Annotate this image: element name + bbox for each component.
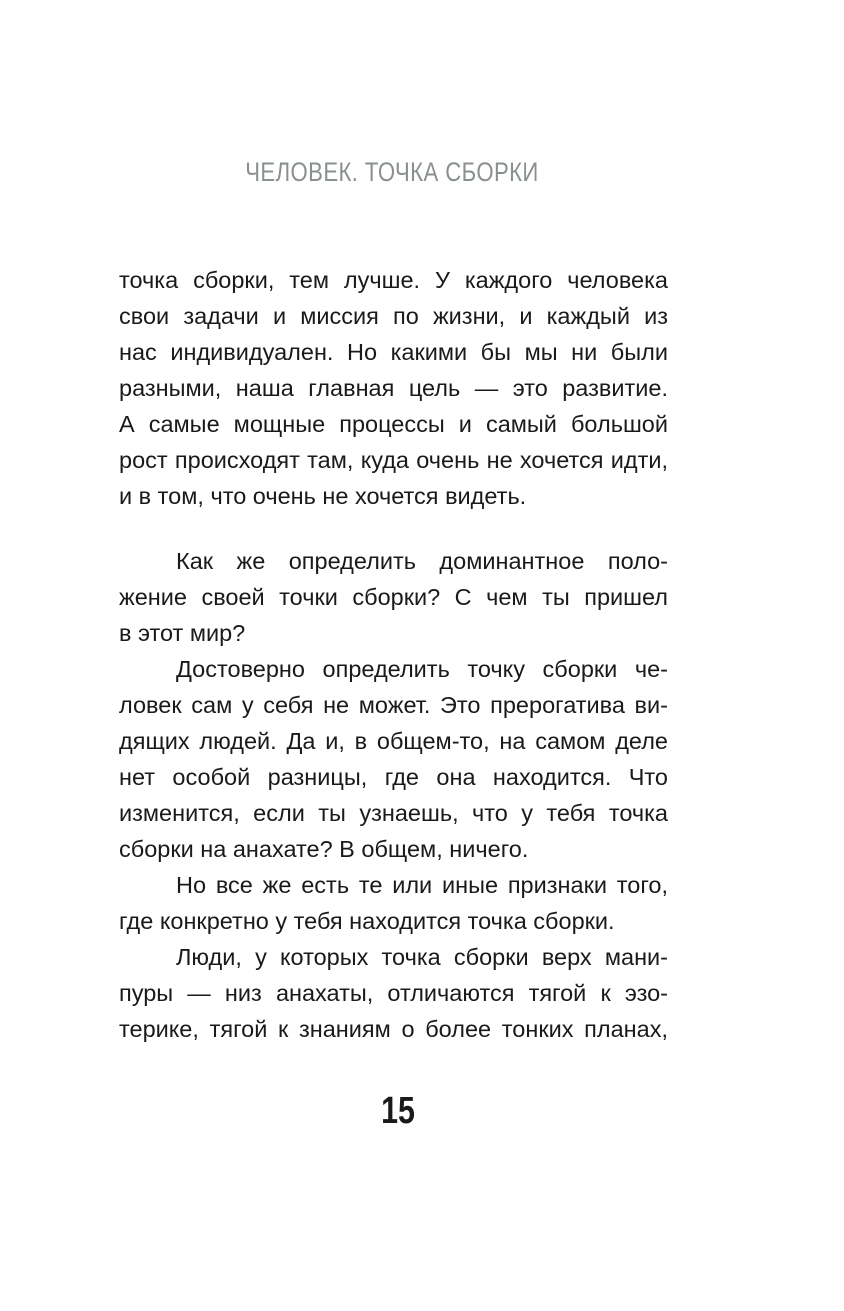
paragraph-first-line: Люди, у которых точка сборки верх мани-	[176, 944, 668, 970]
paragraph-first-line: Но все же есть те или иные признаки того,	[176, 872, 668, 898]
text-line: рост происходят там, куда очень не хочется идти,	[119, 447, 668, 473]
page-number: 15	[381, 1090, 415, 1132]
text-line: дящих людей. Да и, в общем-то, на самом деле	[119, 728, 668, 754]
text-line: А самые мощные процессы и самый большой	[119, 411, 668, 437]
text-line: свои задачи и миссия по жизни, и каждый из	[119, 303, 668, 329]
text-line: жение своей точки сборки? С чем ты пришел	[119, 584, 668, 610]
text-line: пуры — низ анахаты, отличаются тягой к эзо-	[119, 980, 668, 1006]
text-line: терике, тягой к знаниям о более тонких планах,	[119, 1016, 668, 1042]
paragraph-first-line: Как же определить доминантное поло-	[176, 548, 668, 574]
text-line: и в том, что очень не хочется видеть.	[119, 483, 527, 509]
text-block-continuation	[119, 262, 668, 514]
text-line: разными, наша главная цель — это развитие.	[119, 375, 668, 401]
text-line: изменится, если ты узнаешь, что у тебя точка	[119, 800, 668, 826]
text-line: где конкретно у тебя находится точка сборки.	[119, 908, 615, 934]
paragraph-first-line: Достоверно определить точку сборки че-	[176, 656, 668, 682]
running-title: ЧЕЛОВЕК. ТОЧКА СБОРКИ	[245, 157, 539, 187]
text-line: в этот мир?	[119, 620, 246, 646]
text-line: ловек сам у себя не может. Это прерогатива ви-	[119, 692, 668, 718]
text-line: сборки на анахате? В общем, ничего.	[119, 836, 529, 862]
text-line: точка сборки, тем лучше. У каждого человека	[119, 267, 668, 293]
text-line: нас индивидуален. Но какими бы мы ни были	[119, 339, 668, 365]
text-block-main	[119, 543, 668, 1047]
text-line: нет особой разницы, где она находится. Что	[119, 764, 668, 790]
